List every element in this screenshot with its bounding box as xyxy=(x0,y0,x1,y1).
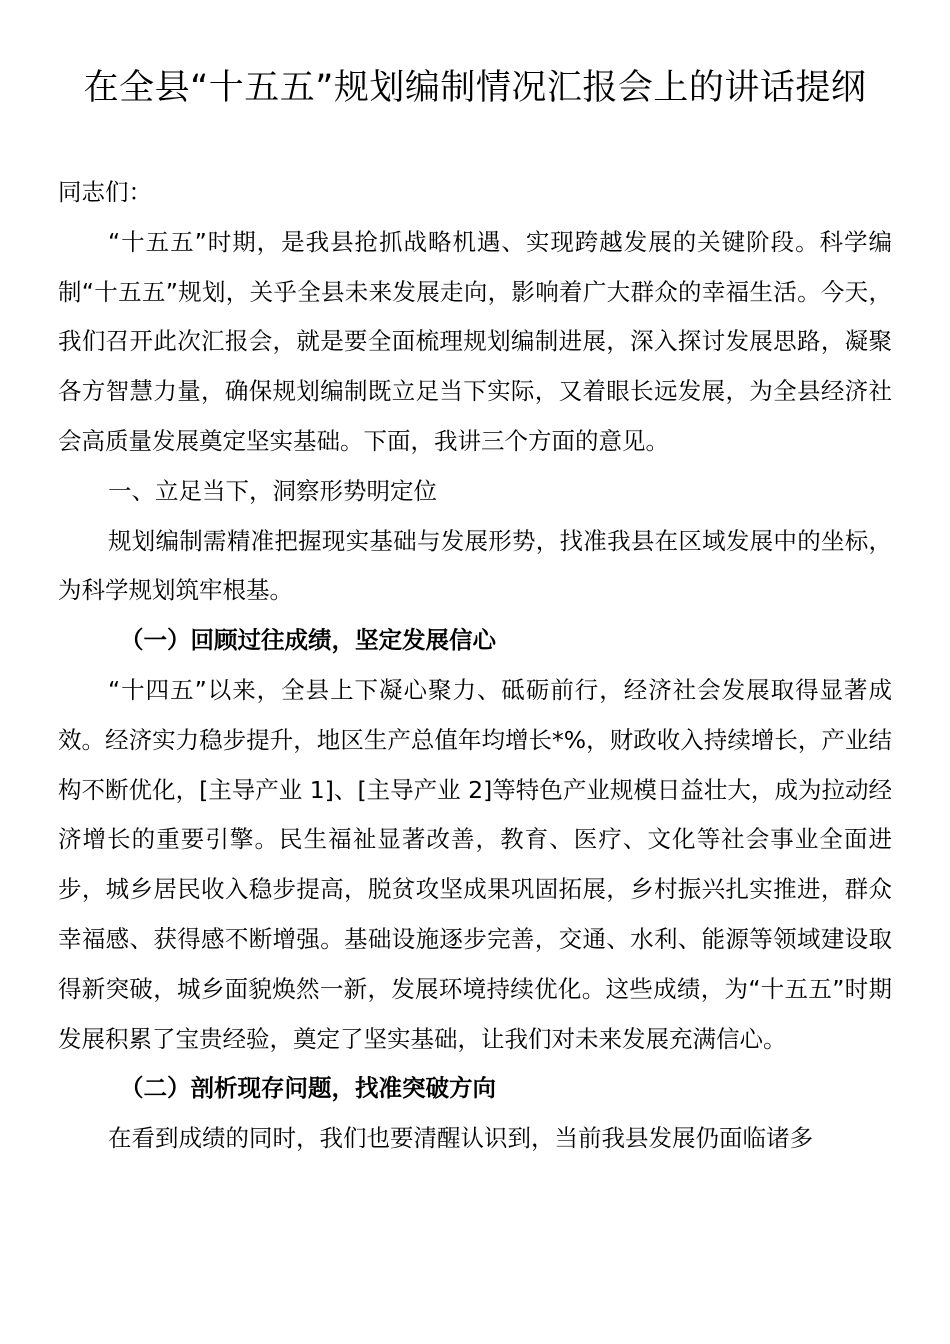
subsection-2-paragraph: 在看到成绩的同时，我们也要清醒认识到，当前我县发展仍面临诸多 xyxy=(108,1124,813,1153)
subsection-heading-1: （一）回顾过往成绩，坚定发展信心 xyxy=(120,626,496,655)
section-heading-1: 一、立足当下，洞察形势明定位 xyxy=(108,476,437,505)
document-body xyxy=(58,168,892,1164)
subsection-1-paragraph: “十四五”以来，全县上下凝心聚力、砥砺前行，经济社会发展取得显著成效。经济实力稳步提升，地区生产总值年均增长*%，财政收入持续增长，产业结构不断优化，[主导产业 1]、[主导产业 2]等特色产业规模日益壮大，成为拉动经济增长的重要引擎。民生福祉显著改善，教育、医疗、文化等社会事业全面进步，城乡居民收入稳步提高，脱贫攻坚成果巩固拓展，乡村振兴扎实推进，群众幸福感、获得感不断增强。基础设施逐步完善，交通、水利、能源等领域建设取得新突破，城乡面貌焕然一新，发展环境持续优化。这些成绩，为“十五五”时期发展积累了宝贵经验，奠定了坚实基础，让我们对未来发展充满信心。 xyxy=(58,675,892,1053)
intro-paragraph: “十五五”时期，是我县抢抓战略机遇、实现跨越发展的关键阶段。科学编制“十五五”规划，关乎全县未来发展走向，影响着广大群众的幸福生活。今天，我们召开此次汇报会，就是要全面梳理规划编制进展，深入探讨发展思路，凝聚各方智慧力量，确保规划编制既立足当下实际，又着眼长远发展，为全县经济社会高质量发展奠定坚实基础。下面，我讲三个方面的意见。 xyxy=(58,227,892,455)
subsection-heading-2: （二）剖析现存问题，找准突破方向 xyxy=(120,1074,496,1103)
section-1-paragraph: 规划编制需精准把握现实基础与发展形势，找准我县在区域发展中的坐标，为科学规划筑牢根基。 xyxy=(58,526,892,605)
salutation: 同志们： xyxy=(58,178,152,206)
document-title: 在全县“十五五”规划编制情况汇报会上的讲话提纲 xyxy=(83,68,867,108)
